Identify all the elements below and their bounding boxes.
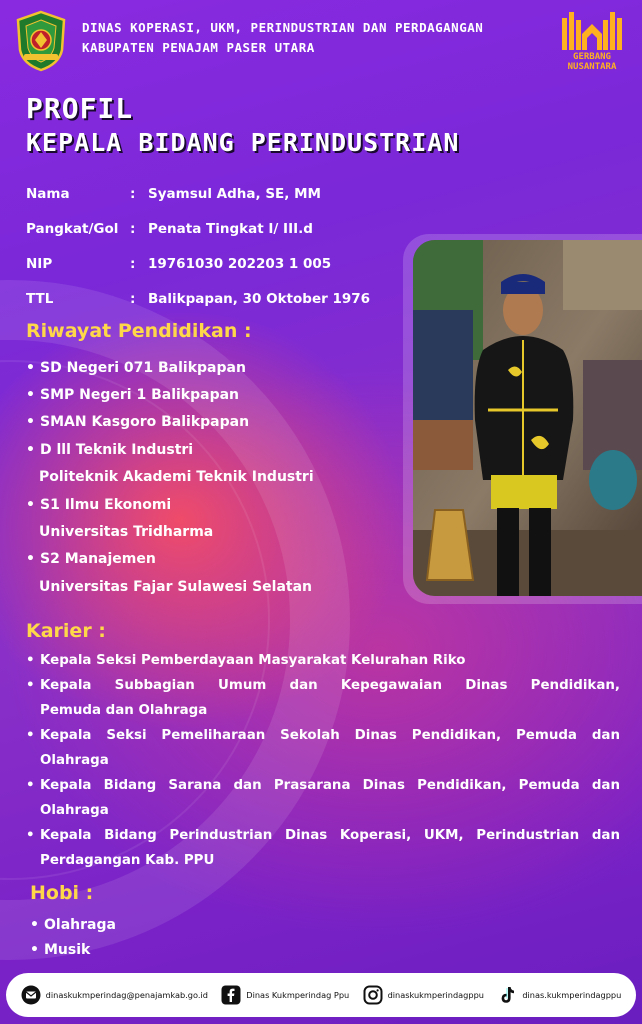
list-item-text: Kepala Subbagian Umum dan Kepegawaian Dinas Pendidikan, [40, 678, 620, 693]
list-item: • Kepala Seksi Pemeliharaan Sekolah Dinas Pendidikan, Pemuda dan [26, 728, 620, 743]
info-label: Pangkat/Gol [26, 220, 119, 237]
email-contact[interactable] [21, 985, 208, 1005]
info-separator: : [130, 185, 136, 202]
facebook-text: Dinas Kukmperindag Ppu [246, 990, 350, 1000]
education-title: Riwayat Pendidikan : [26, 320, 252, 342]
list-item-text: Kepala Bidang Sarana dan Prasarana Dinas Pendidikan, Pemuda dan [40, 778, 620, 793]
email-text: dinaskukmperindag@penajamkab.go.id [45, 990, 208, 1000]
list-item: • Musik [30, 941, 91, 958]
facebook-icon [221, 985, 241, 1005]
list-item-text: SMP Negeri 1 Balikpapan [40, 387, 240, 404]
instagram-contact[interactable] [363, 985, 484, 1005]
list-item: • SD Negeri 071 Balikpapan [26, 359, 246, 376]
list-item-continuation [26, 848, 620, 873]
list-item-text: Musik [44, 941, 91, 958]
email-icon [21, 985, 41, 1005]
contact-footer [6, 973, 636, 1017]
list-item-text: Olahraga [40, 803, 109, 818]
list-item-text: Politeknik Akademi Teknik Industri [39, 469, 314, 486]
page-title [26, 92, 459, 160]
info-separator: : [130, 255, 136, 272]
brand-line1: GERBANG [573, 52, 611, 62]
list-item-continuation [26, 698, 620, 723]
list-item-text: Perdagangan Kab. PPU [40, 853, 215, 868]
list-item-text: D lll Teknik Industri [40, 441, 194, 458]
info-row-name [26, 176, 370, 211]
instagram-icon [363, 985, 383, 1005]
list-item-text: Pemuda dan Olahraga [40, 703, 208, 718]
info-label: TTL [26, 290, 54, 307]
info-separator: : [130, 290, 136, 307]
career-list [26, 648, 620, 873]
list-item-text: Kepala Bidang Perindustrian Dinas Koperasi, UKM, Perindustrian dan [40, 828, 620, 843]
profile-photo [413, 240, 642, 596]
list-item-text: Universitas Fajar Sulawesi Selatan [39, 578, 313, 595]
list-item-text: SMAN Kasgoro Balikpapan [40, 414, 250, 431]
list-item-text: Kepala Seksi Pemberdayaan Masyarakat Kelurahan Riko [40, 653, 466, 668]
list-item-continuation [26, 464, 314, 491]
info-value: Balikpapan, 30 Oktober 1976 [148, 290, 371, 307]
title-line2: KEPALA BIDANG PERINDUSTRIAN [26, 128, 460, 157]
brand-line2: NUSANTARA [567, 62, 617, 72]
list-item-text: SD Negeri 071 Balikpapan [40, 359, 246, 376]
office-name-line2: KABUPATEN PENAJAM PASER UTARA [82, 40, 315, 55]
list-item-continuation [26, 748, 620, 773]
list-item: • SMP Negeri 1 Balikpapan [26, 387, 240, 404]
education-list [26, 354, 314, 601]
list-item: • D lll Teknik Industri [26, 441, 194, 458]
list-item: • Kepala Subbagian Umum dan Kepegawaian Dinas Pendidikan, [26, 678, 620, 693]
list-item: • Kepala Bidang Perindustrian Dinas Koperasi, UKM, Perindustrian dan [26, 828, 620, 843]
facebook-contact[interactable] [221, 985, 349, 1005]
regency-crest-logo [14, 10, 68, 72]
list-item: • S2 Manajemen [26, 551, 156, 568]
info-value: 19761030 202203 1 005 [148, 255, 332, 272]
gerbang-emblem-icon [560, 8, 624, 52]
list-item: • Kepala Seksi Pemberdayaan Masyarakat Kelurahan Riko [26, 653, 466, 668]
list-item: • SMAN Kasgoro Balikpapan [26, 414, 250, 431]
hobby-title: Hobi : [30, 882, 94, 904]
instagram-text: dinaskukmperindagppu [387, 990, 484, 1000]
info-label: Nama [26, 185, 70, 202]
career-title: Karier : [26, 620, 106, 642]
profile-info [26, 176, 370, 316]
info-row-rank [26, 211, 370, 246]
info-row-birth [26, 281, 370, 316]
list-item: • Kepala Bidang Sarana dan Prasarana Dinas Pendidikan, Pemuda dan [26, 778, 620, 793]
office-name [82, 18, 483, 58]
hobby-list [30, 912, 116, 962]
list-item-continuation [26, 573, 314, 600]
info-row-nip [26, 246, 370, 281]
list-item-text: S2 Manajemen [40, 551, 156, 568]
info-value: Penata Tingkat I/ III.d [148, 220, 313, 237]
info-separator: : [130, 220, 136, 237]
list-item-text: Universitas Tridharma [39, 524, 214, 541]
list-item-text: Olahraga [44, 916, 116, 933]
info-value: Syamsul Adha, SE, MM [148, 185, 321, 202]
tiktok-text: dinas.kukmperindagppu [522, 990, 622, 1000]
list-item-continuation [26, 518, 314, 545]
tiktok-contact[interactable] [497, 985, 621, 1005]
list-item-text: S1 Ilmu Ekonomi [40, 496, 172, 513]
list-item: • Olahraga [30, 916, 116, 933]
list-item: • S1 Ilmu Ekonomi [26, 496, 172, 513]
info-label: NIP [26, 255, 53, 272]
list-item-text: Olahraga [40, 753, 109, 768]
header [14, 8, 628, 78]
title-line1: PROFIL [26, 92, 134, 125]
list-item-continuation [26, 798, 620, 823]
gerbang-nusantara-logo [556, 8, 628, 72]
office-name-line1: DINAS KOPERASI, UKM, PERINDUSTRIAN DAN PERDAGANGAN [82, 20, 484, 35]
tiktok-icon [497, 985, 517, 1005]
list-item-text: Kepala Seksi Pemeliharaan Sekolah Dinas Pendidikan, Pemuda dan [40, 728, 620, 743]
